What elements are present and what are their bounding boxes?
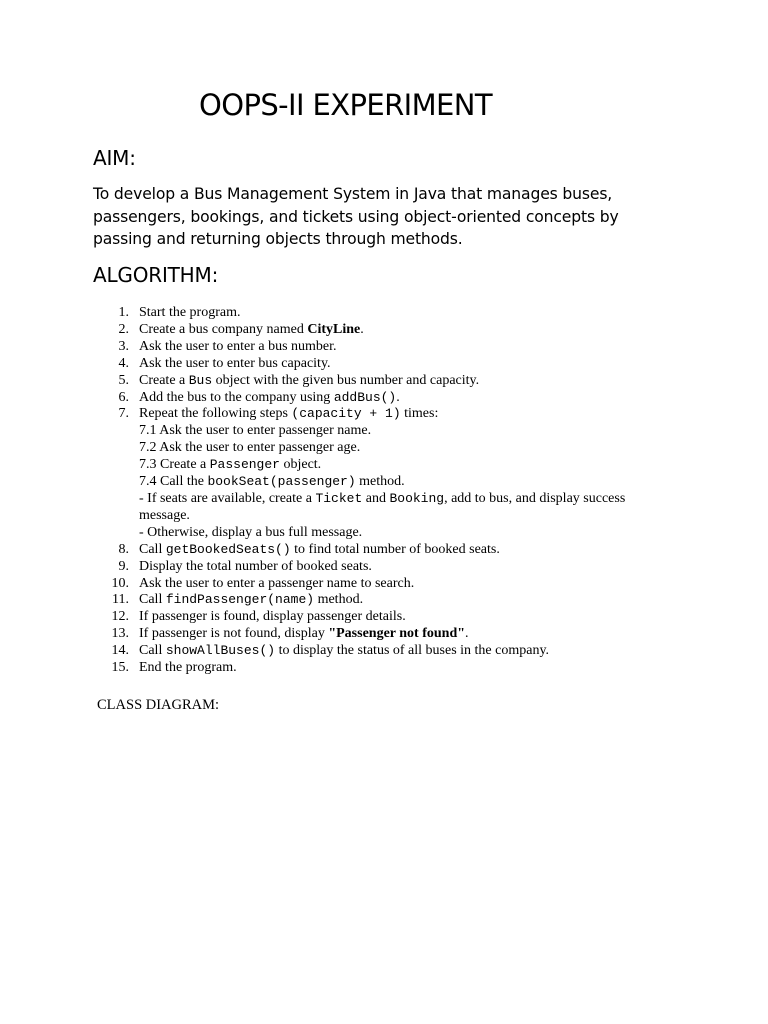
step-text: Call (139, 541, 166, 557)
list-item (0, 643, 679, 660)
step-text: method. (314, 592, 364, 608)
sub-step (139, 474, 679, 491)
step-number: 12. (111, 609, 129, 625)
step-text: Ask the user to enter bus capacity. (139, 355, 331, 371)
code-snippet: Bus (188, 372, 213, 388)
sub-step (139, 457, 679, 474)
step-number: 9. (118, 558, 129, 574)
not-found-message: "Passenger not found" (328, 626, 465, 642)
step-number: 14. (111, 643, 129, 659)
step-text: Add the bus to the company using (139, 389, 334, 405)
code-snippet: Passenger (209, 457, 280, 473)
algorithm-heading: ALGORITHM: (93, 263, 219, 287)
list-item (0, 322, 679, 339)
step-text: Display the total number of booked seats. (139, 558, 372, 574)
step-text: Repeat the following steps (139, 406, 292, 422)
sub-step (139, 491, 679, 525)
company-name: CityLine (307, 321, 361, 337)
step-number: 5. (118, 372, 129, 388)
step-text: . (465, 626, 469, 642)
step-number: 11. (112, 592, 129, 608)
step-text: Create a bus company named (139, 321, 308, 337)
sub-step-text: 7.3 Create a (139, 457, 210, 473)
list-item (0, 339, 679, 356)
step-text: times: (400, 406, 439, 422)
step-text: Create a (139, 372, 189, 388)
step-text: Start the program. (139, 305, 241, 320)
list-item (0, 609, 679, 626)
step-number: 13. (111, 626, 129, 642)
algorithm-steps-list (0, 305, 768, 677)
code-snippet: Booking (389, 490, 445, 506)
step-text: . (360, 321, 364, 337)
sub-step: - Otherwise, display a bus full message. (139, 524, 363, 540)
list-item (0, 660, 679, 677)
step-text: object with the given bus number and capacity. (212, 372, 480, 388)
sub-step-text: , add to bus, and display success message. (139, 490, 626, 523)
sub-step-text: method. (355, 474, 405, 490)
code-snippet: showAllBuses() (165, 643, 276, 659)
step-number: 10. (111, 575, 129, 591)
sub-step-text: 7.4 Call the (139, 474, 208, 490)
sub-step-text: and (362, 490, 390, 506)
step-text: End the program. (139, 660, 237, 676)
step-text: Call (139, 592, 166, 608)
step-number: 7. (118, 406, 129, 422)
step-text: Ask the user to enter a bus number. (139, 338, 337, 354)
class-diagram-heading: CLASS DIAGRAM: (97, 697, 220, 713)
code-snippet: Ticket (315, 490, 363, 506)
step-text: to find total number of booked seats. (290, 541, 500, 557)
list-item (0, 373, 679, 390)
step-text: . (396, 389, 400, 405)
step-text: to display the status of all buses in the company. (275, 643, 550, 659)
step-text: Call (139, 643, 166, 659)
list-item (0, 576, 679, 593)
code-snippet: bookSeat(passenger) (207, 474, 356, 490)
step-text: Ask the user to enter a passenger name to search. (139, 575, 415, 591)
sub-step: 7.1 Ask the user to enter passenger name. (139, 423, 372, 439)
sub-step-text: - If seats are available, create a (139, 490, 316, 506)
aim-heading: AIM: (93, 146, 136, 170)
list-item (0, 542, 679, 559)
list-item (0, 592, 679, 609)
step-text: If passenger is not found, display (139, 626, 329, 642)
sub-step: 7.2 Ask the user to enter passenger age. (139, 440, 361, 456)
list-item (0, 626, 679, 643)
step-number: 1. (118, 305, 129, 320)
step-text: If passenger is found, display passenger details. (139, 609, 406, 625)
document-title: OOPS-II EXPERIMENT (199, 88, 492, 122)
code-snippet: (capacity + 1) (291, 406, 401, 422)
step-number: 8. (118, 541, 129, 557)
step-number: 3. (118, 338, 129, 354)
step-number: 15. (111, 660, 129, 676)
code-snippet: addBus() (333, 389, 397, 405)
list-item (0, 390, 679, 407)
code-snippet: getBookedSeats() (165, 541, 291, 557)
step-number: 2. (118, 321, 129, 337)
step-number: 6. (118, 389, 129, 405)
list-item (0, 406, 679, 541)
step-number: 4. (118, 355, 129, 371)
aim-paragraph: To develop a Bus Management System in Java that manages buses, passengers, bookings, and tickets using object-oriented concepts by passing and returning objects through methods. (93, 185, 619, 248)
sub-step-text: object. (279, 457, 322, 473)
code-snippet: findPassenger(name) (165, 592, 315, 608)
list-item (0, 559, 679, 576)
list-item (0, 305, 679, 322)
list-item (0, 356, 679, 373)
